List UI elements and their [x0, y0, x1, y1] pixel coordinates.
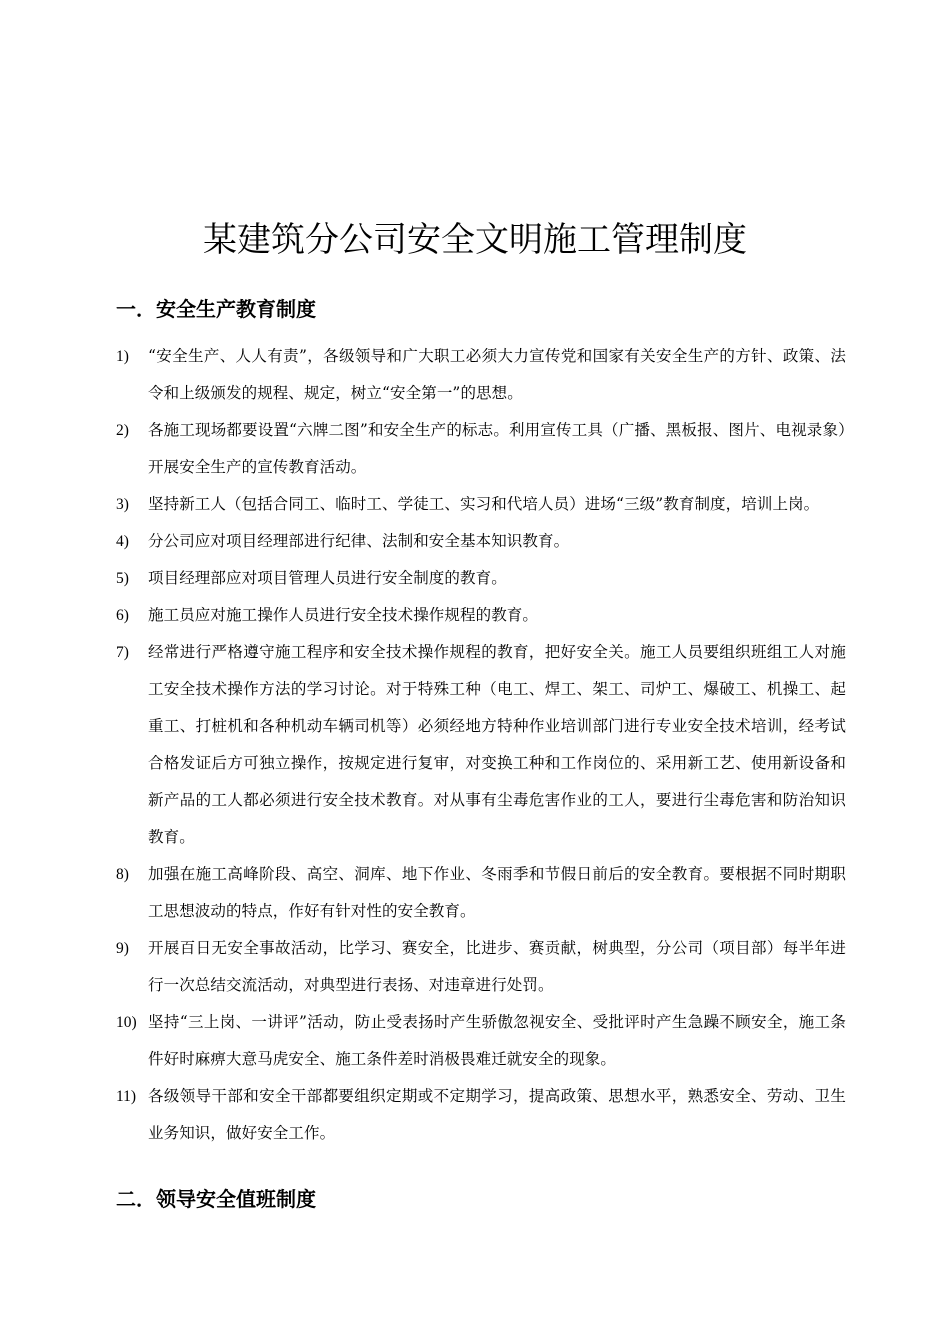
list-item-number: 2)	[116, 422, 129, 439]
list-item	[116, 930, 846, 1004]
list-item-text: 坚持新工人（包括合同工、临时工、学徒工、实习和代培人员）进场“三级”教育制度，培训上岗。	[148, 495, 820, 513]
list-item-text: 加强在施工高峰阶段、高空、洞库、地下作业、冬雨季和节假日前后的安全教育。要根据不同时期职工思想波动的特点，作好有针对性的安全教育。	[148, 865, 846, 920]
list-item-text: 经常进行严格遵守施工程序和安全技术操作规程的教育，把好安全关。施工人员要组织班组工人对施工安全技术操作方法的学习讨论。对于特殊工种（电工、焊工、架工、司炉工、爆破工、机操工、起重工、打桩机和各种机动车辆司机等）必须经地方特种作业培训部门进行专业安全技术培训，经考试合格发证后方可独立操作，按规定进行复审，对变换工种和工作岗位的、采用新工艺、使用新设备和新产品的工人都必须进行安全技术教育。对从事有尘毒危害作业的工人，要进行尘毒危害和防治知识教育。	[148, 643, 846, 846]
document-title: 某建筑分公司安全文明施工管理制度	[203, 220, 747, 260]
list-item-number: 7)	[116, 644, 129, 661]
list-item-number: 5)	[116, 570, 129, 587]
list-item-text: 施工员应对施工操作人员进行安全技术操作规程的教育。	[148, 606, 539, 624]
list-item-number: 9)	[116, 940, 129, 957]
list-item	[116, 523, 846, 560]
list-item	[116, 597, 846, 634]
section-1-list	[116, 338, 846, 1152]
list-item-number: 8)	[116, 866, 129, 883]
list-item-text: “安全生产、人人有责”，各级领导和广大职工必须大力宣传党和国家有关安全生产的方针、政策、法令和上级颁发的规程、规定，树立“安全第一”的思想。	[148, 347, 846, 402]
list-item	[116, 560, 846, 597]
list-item-number: 6)	[116, 607, 129, 624]
list-item	[116, 634, 846, 856]
list-item-text: 分公司应对项目经理部进行纪律、法制和安全基本知识教育。	[148, 532, 570, 550]
list-item-number: 4)	[116, 533, 129, 550]
list-item-number: 1)	[116, 348, 129, 365]
list-item-number: 10)	[116, 1014, 137, 1031]
list-item	[116, 856, 846, 930]
list-item-number: 11)	[116, 1088, 137, 1105]
list-item	[116, 486, 846, 523]
list-item	[116, 338, 846, 412]
list-item	[116, 1078, 846, 1152]
list-item-text: 各级领导干部和安全干部都要组织定期或不定期学习，提高政策、思想水平，熟悉安全、劳动、卫生业务知识，做好安全工作。	[148, 1087, 846, 1142]
list-item	[116, 412, 846, 486]
list-item-text: 项目经理部应对项目管理人员进行安全制度的教育。	[148, 569, 507, 587]
list-item-text: 开展百日无安全事故活动，比学习、赛安全，比进步、赛贡献，树典型，分公司（项目部）每半年进行一次总结交流活动，对典型进行表扬、对违章进行处罚。	[148, 939, 846, 994]
section-heading-2: 二．领导安全值班制度	[116, 1187, 316, 1211]
list-item-text: 各施工现场都要设置“六牌二图”和安全生产的标志。利用宣传工具（广播、黑板报、图片、电视录象）开展安全生产的宣传教育活动。	[148, 421, 846, 476]
section-heading-1: 一．安全生产教育制度	[116, 297, 316, 321]
list-item-text: 坚持“三上岗、一讲评”活动，防止受表扬时产生骄傲忽视安全、受批评时产生急躁不顾安全，施工条件好时麻痹大意马虎安全、施工条件差时消极畏难迁就安全的现象。	[148, 1013, 846, 1068]
list-item	[116, 1004, 846, 1078]
list-item-number: 3)	[116, 496, 129, 513]
